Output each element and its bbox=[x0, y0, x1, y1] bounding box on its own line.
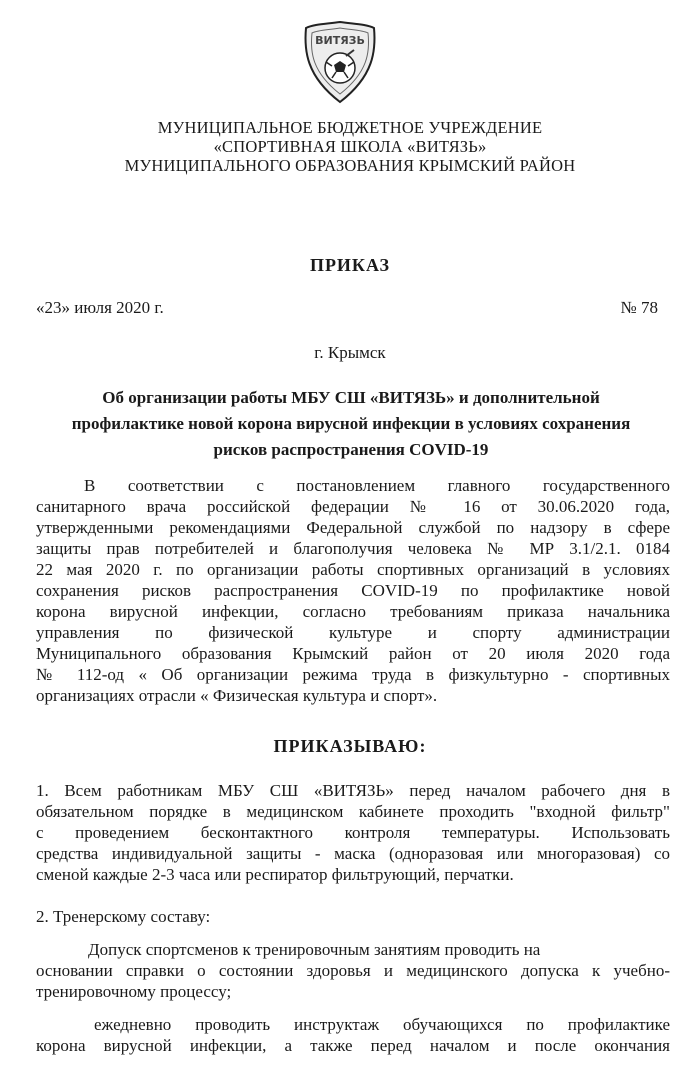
subject-line: рисков распространения COVID-19 bbox=[213, 440, 489, 459]
item1-line: средства индивидуальной защиты - маска (одноразовая или многоразовая) со bbox=[36, 844, 670, 863]
item1-line: обязательном порядке в медицинском кабинете проходить "входной фильтр" bbox=[36, 802, 670, 821]
item2-para1-line: основании справки о состоянии здоровья и медицинского допуска к учебно- bbox=[36, 961, 670, 980]
item1-line: сменой каждые 2-3 часа или респиратор фильтрующий, перчатки. bbox=[36, 865, 514, 884]
preamble-line: корона вирусной инфекции, согласно требованиям приказа начальника bbox=[36, 602, 670, 621]
item1-line: 1. Всем работникам МБУ СШ «ВИТЯЗЬ» перед началом рабочего дня в bbox=[36, 781, 670, 800]
org-name-line3: МУНИЦИПАЛЬНОГО ОБРАЗОВАНИЯ КРЫМСКИЙ РАЙОН bbox=[124, 156, 576, 175]
svg-text:ВИТЯЗЬ: ВИТЯЗЬ bbox=[315, 34, 365, 47]
school-emblem-logo bbox=[302, 20, 378, 104]
preamble-line: санитарного врача российской федерации № 16 от 30.06.2020 года, bbox=[36, 497, 670, 516]
item2-para1-line: тренировочному процессу; bbox=[36, 982, 232, 1001]
preamble-line: защиты прав потребителей и благополучия человека № МР 3.1/2.1. 0184 bbox=[36, 539, 670, 558]
preamble-line: № 112-од « Об организации режима труда в физкультурно - спортивных bbox=[36, 665, 670, 684]
org-name-line2: «СПОРТИВНАЯ ШКОЛА «ВИТЯЗЬ» bbox=[213, 137, 487, 156]
preamble-line: 22 мая 2020 г. по организации работы спортивных организаций в условиях bbox=[36, 560, 670, 579]
preamble-line: Муниципального образования Крымский район от 20 июля 2020 года bbox=[36, 644, 670, 663]
order-number: № 78 bbox=[620, 298, 658, 317]
preamble-line: утвержденными рекомендациями Федеральной службой по надзору в сфере bbox=[36, 518, 670, 537]
item2-para1-line: Допуск спортсменов к тренировочным занятиям проводить на bbox=[88, 940, 541, 959]
subject-line: профилактике новой корона вирусной инфекции в условиях сохранения bbox=[71, 414, 631, 433]
item2-heading: 2. Тренерскому составу: bbox=[36, 907, 211, 926]
decree-heading: ПРИКАЗЫВАЮ: bbox=[273, 736, 427, 756]
item1-line: с проведением бесконтактного контроля температуры. Использовать bbox=[36, 823, 670, 842]
order-date: «23» июля 2020 г. bbox=[36, 298, 164, 317]
subject-line: Об организации работы МБУ СШ «ВИТЯЗЬ» и дополнительной bbox=[102, 388, 600, 407]
preamble-line: В соответствии с постановлением главного государственного bbox=[84, 476, 670, 495]
preamble-line: управления по физической культуре и спорту администрации bbox=[36, 623, 670, 642]
item2-para2-line: ежедневно проводить инструктаж обучающихся по профилактике bbox=[94, 1015, 670, 1034]
order-city: г. Крымск bbox=[314, 343, 386, 362]
order-title: ПРИКАЗ bbox=[309, 255, 391, 275]
preamble-line: организациях отрасли « Физическая культура и спорт». bbox=[36, 686, 438, 705]
org-name-line1: МУНИЦИПАЛЬНОЕ БЮДЖЕТНОЕ УЧРЕЖДЕНИЕ bbox=[157, 118, 543, 137]
item2-para2-line: корона вирусной инфекции, а также перед началом и после окончания bbox=[36, 1036, 670, 1055]
preamble-line: сохранения рисков распространения COVID-19 по профилактике новой bbox=[36, 581, 670, 600]
